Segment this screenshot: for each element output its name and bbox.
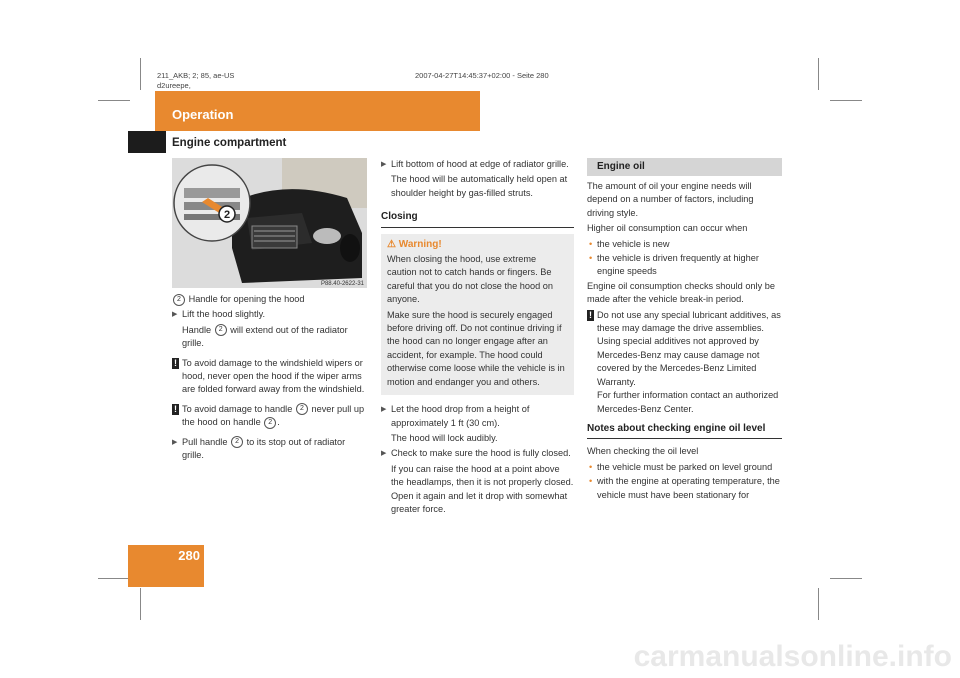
warning-title [387, 238, 568, 251]
column-right [587, 158, 782, 503]
section-title: Operation [172, 107, 234, 122]
paragraph: Engine oil consumption checks should only be made after the vehicle break-in period. [587, 280, 775, 305]
figure-code: P88.40-2622-31 [320, 281, 364, 287]
step-info-text: will extend out of the radiator grille. [182, 324, 348, 349]
warning-box [381, 234, 574, 395]
list-item-text: the vehicle is driven frequently at higher engine speeds [597, 253, 759, 277]
step-text: Check to make sure the hood is fully closed. [391, 448, 571, 459]
paragraph: The amount of oil your engine needs will depend on a number of factors, including driving style. [587, 181, 754, 218]
header-tab [128, 131, 166, 153]
print-job-line2: d2ureepe, [157, 81, 191, 90]
callout-number: 2 [264, 417, 276, 429]
crop-mark [140, 588, 141, 620]
paragraph: When checking the oil level [587, 446, 699, 457]
step-info: The hood will lock audibly. [391, 432, 498, 443]
page-subtitle: Engine compartment [172, 137, 287, 149]
crop-mark [818, 588, 819, 620]
step-info: The hood will be automatically held open at shoulder height by gas-filled struts. [391, 174, 568, 198]
caution-note [587, 309, 782, 416]
exclamation-icon: ! [589, 309, 592, 320]
step-text: Lift bottom of hood at edge of radiator grille. [391, 159, 569, 169]
note-text: . [277, 417, 280, 428]
list-item-text: with the engine at operating temperature, the vehicle must have been stationary for [597, 476, 780, 500]
print-timestamp: 2007-04-27T14:45:37+02:00 - Seite 280 [415, 71, 549, 80]
step-info-text: Handle [182, 324, 212, 335]
car-hood-figure [172, 158, 367, 288]
column-left [172, 293, 369, 464]
warning-text: Make sure the hood is securely engaged before driving off. Do not continue driving if the hood can no longer engage after an accident, for example. The hood could otherwise come loose while the vehicle is in motion and endanger you and others. [387, 309, 565, 387]
crop-mark [98, 100, 130, 101]
bullet-icon: • [589, 238, 593, 249]
warning-triangle-icon: ⚠ [387, 238, 396, 250]
callout-number: 2 [231, 436, 243, 448]
notes-heading: Notes about checking engine oil level [587, 422, 782, 439]
list-item [587, 252, 782, 279]
instruction-step [381, 447, 574, 460]
step-arrow-icon: ▶ [381, 406, 387, 414]
list-item-text: the vehicle must be parked on level ground [597, 461, 773, 472]
bullet-icon: • [589, 476, 593, 487]
paragraph: Higher oil consumption can occur when [587, 223, 748, 234]
caution-note [172, 403, 369, 430]
note-text: Do not use any special lubricant additives, as these may damage the drive assemblies. Using special additives not approved by Mercedes-Benz may cause damage not covered by the Mercedes-Benz Limited Warranty. [597, 309, 781, 387]
crop-mark [830, 100, 862, 101]
warning-title-text: Warning! [398, 238, 442, 250]
note-text: For further information contact an authorized Mercedes-Benz Center. [597, 390, 779, 414]
step-arrow-icon: ▶ [381, 161, 387, 168]
callout-number: 2 [296, 403, 308, 415]
step-text: to its stop out of radiator grille. [182, 436, 346, 461]
instruction-step [381, 158, 574, 171]
note-text: never pull up the hood on handle [182, 403, 365, 428]
caption-text: Handle for opening the hood [188, 294, 305, 304]
crop-mark [98, 578, 130, 579]
callout-number: 2 [215, 324, 227, 336]
engine-oil-heading: Engine oil [587, 158, 782, 176]
list-item-text: the vehicle is new [597, 238, 670, 249]
exclamation-icon: ! [174, 357, 177, 368]
figure-callout: 2 [223, 209, 231, 221]
list-item [587, 461, 782, 474]
exclamation-icon: ! [174, 403, 177, 414]
instruction-step [172, 436, 369, 463]
bullet-icon: • [589, 253, 593, 264]
caution-note [172, 357, 369, 397]
warning-text: When closing the hood, use extreme caution not to catch hands or fingers. Be careful that you do not close the hood on anyone. [387, 254, 554, 305]
print-job-line1: 211_AKB; 2; 85, ae-US [157, 71, 235, 80]
list-item [587, 475, 782, 502]
watermark: carmanualsonline.info [633, 640, 952, 673]
step-text: Lift the hood slightly. [182, 309, 266, 320]
crop-mark [818, 58, 819, 90]
step-info [172, 324, 369, 351]
bullet-icon: • [589, 461, 593, 472]
step-arrow-icon: ▶ [381, 450, 387, 458]
crop-mark [830, 578, 862, 579]
step-info: If you can raise the hood at a point above the headlamps, then it is not properly closed. Open it again and let it drop with somewhat greater force. [391, 463, 574, 514]
note-text: To avoid damage to the windshield wipers or hood, never open the hood if the wiper arms are folded forward away from the windshield. [182, 357, 365, 395]
column-middle [381, 158, 574, 518]
page-number: 280 [178, 548, 200, 563]
step-arrow-icon: ▶ [172, 311, 178, 319]
note-text: To avoid damage to handle [182, 403, 293, 414]
list-item [587, 238, 782, 251]
car-illustration [172, 158, 367, 288]
instruction-step [381, 403, 574, 430]
closing-heading: Closing [381, 210, 574, 227]
step-text: Let the hood drop from a height of approximately 1 ft (30 cm). [391, 404, 530, 428]
instruction-step [172, 308, 369, 321]
callout-number: 2 [173, 294, 185, 306]
step-text: Pull handle [182, 436, 228, 447]
print-job-info [157, 71, 234, 91]
step-arrow-icon: ▶ [172, 438, 178, 446]
figure-caption [172, 293, 369, 306]
crop-mark [140, 58, 141, 90]
